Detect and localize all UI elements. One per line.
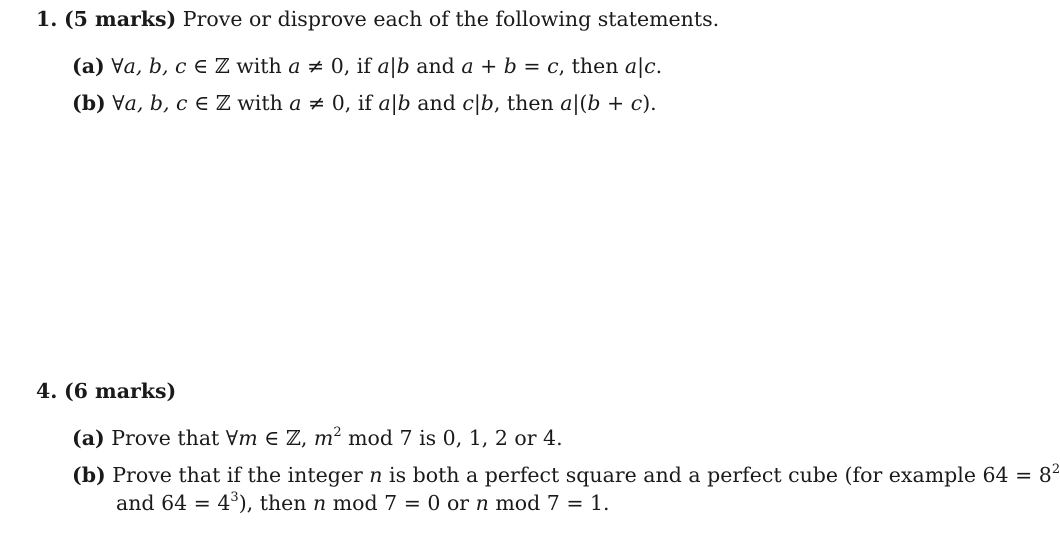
problem-number: 1. [36,7,58,31]
part-text [111,54,662,78]
text-run: mod 7 = 0 or [326,491,476,515]
text-run: ∀ [111,54,124,78]
math-variable: m [238,426,258,450]
problem-marks: (5 marks) [63,7,177,31]
math-superscript: 2 [333,425,342,440]
text-run: = [516,54,548,78]
part-text [111,426,562,450]
part-label: (b) [72,91,106,115]
math-variable: b [587,91,601,115]
text-run: | [637,54,645,78]
text-run: ). [642,91,657,115]
text-run: mod 7 is 0, 1, 2 or 4. [341,426,563,450]
math-variable: a [377,54,390,78]
text-run: |( [572,91,588,115]
text-run: ≠ 0, if [301,91,379,115]
problem-intro: Prove or disprove each of the following statements. [182,7,720,31]
text-run: . [655,54,663,78]
part-label: (a) [72,426,105,450]
math-variable: a [624,54,638,78]
text-run: ∈ ℤ with [187,91,290,115]
math-variable: b [503,54,517,78]
math-superscript: 2 [1051,462,1060,477]
text-run: ), then [238,491,314,515]
math-variable: a [461,54,474,78]
math-variable: a [289,91,302,115]
math-variable: c [547,54,559,78]
text-run: ≠ 0, if [300,54,378,78]
math-variable: n [369,463,383,487]
math-variable: a, b, c [123,54,187,78]
problem-4-part-a [72,425,563,450]
math-variable: c [462,91,474,115]
math-variable: b [480,91,494,115]
text-run: and [409,54,462,78]
math-variable: b [397,91,411,115]
text-run: is both a perfect square and a perfect cube (for example 64 = 8 [382,463,1052,487]
math-variable: a [560,91,573,115]
problem-1-part-b [72,93,657,114]
problem-marks: (6 marks) [63,379,177,403]
text-run: and [410,91,463,115]
problem-1-header [36,9,719,30]
part-label: (a) [72,54,105,78]
text-run: Prove that ∀ [111,426,239,450]
math-superscript: 3 [230,490,239,505]
math-variable: n [313,491,327,515]
text-run: | [389,54,397,78]
problem-4-part-b-continuation [116,490,610,515]
text-run: mod 7 = 1. [488,491,610,515]
text-run: Prove that if the integer [112,463,370,487]
math-variable: b [396,54,410,78]
text-run: and 64 = 4 [116,491,231,515]
text-run: + [600,91,631,115]
math-variable: a, b, c [124,91,188,115]
text-run: + [473,54,504,78]
math-variable: a [288,54,301,78]
math-variable: m [313,426,334,450]
problem-1-part-a [72,56,662,77]
text-run: ∈ ℤ, [257,426,314,450]
text-run: | [390,91,398,115]
text-run: | [473,91,481,115]
text-run: ∀ [112,91,125,115]
part-label: (b) [72,463,106,487]
part-text-continuation [116,491,610,515]
math-variable: c [630,91,643,115]
part-text [112,91,656,115]
part-text [112,463,1060,487]
math-variable: c [644,54,656,78]
text-run: , then [558,54,625,78]
math-variable: n [475,491,489,515]
problem-4-header [36,381,176,402]
problem-4-part-b [72,462,1060,487]
problem-number: 4. [36,379,58,403]
math-variable: a [378,91,391,115]
text-run: ∈ ℤ with [186,54,289,78]
text-run: , then [493,91,561,115]
